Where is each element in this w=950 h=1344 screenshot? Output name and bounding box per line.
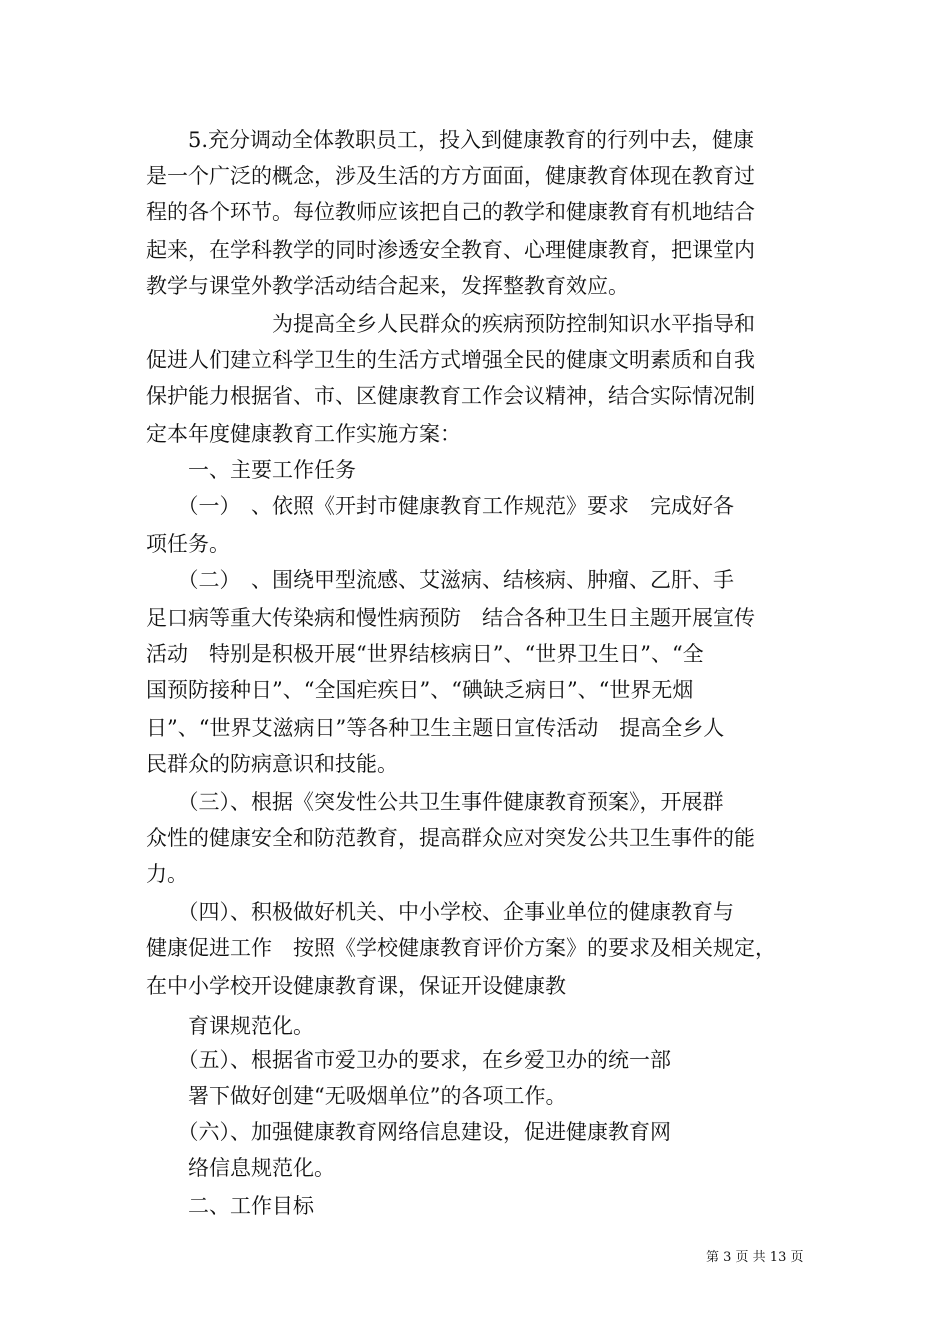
body-line: 保护能力根据省、市、区健康教育工作会议精神，结合实际情况制 <box>146 384 755 408</box>
body-line: 起来，在学科教学的同时渗透安全教育、心理健康教育，把课堂内 <box>146 238 755 262</box>
body-line: 5.充分调动全体教职员工，投入到健康教育的行列中去，健康 <box>146 128 755 152</box>
body-line: 教学与课堂外教学活动结合起来，发挥整教育效应。 <box>146 274 629 298</box>
body-line: 络信息规范化。 <box>146 1156 335 1180</box>
body-line: 育课规范化。 <box>146 1014 314 1038</box>
body-line: 程的各个环节。每位教师应该把自己的教学和健康教育有机地结合 <box>146 200 755 224</box>
body-line: 为提高全乡人民群众的疾病预防控制知识水平指导和 <box>146 312 755 336</box>
body-line: （四）、积极做好机关、中小学校、企事业单位的健康教育与 <box>146 900 734 924</box>
body-line: 活动 特别是积极开展“世界结核病日”、“世界卫生日”、“全 <box>146 642 704 666</box>
body-line: （一） 、依照《开封市健康教育工作规范》要求 完成好各 <box>146 494 734 518</box>
body-line: 健康促进工作 按照《学校健康教育评价方案》的要求及相关规定， <box>146 936 776 960</box>
body-line: 促进人们建立科学卫生的生活方式增强全民的健康文明素质和自我 <box>146 348 755 372</box>
section-heading: 一、主要工作任务 <box>146 458 356 482</box>
body-line: 项任务。 <box>146 532 230 556</box>
body-line: 力。 <box>146 862 188 886</box>
body-line: 日”、“世界艾滋病日”等各种卫生主题日宣传活动 提高全乡人 <box>146 716 725 740</box>
body-line: （五）、根据省市爱卫办的要求，在乡爱卫办的统一部 <box>146 1048 671 1072</box>
body-line: 足口病等重大传染病和慢性病预防 结合各种卫生日主题开展宣传 <box>146 606 755 630</box>
body-line: 国预防接种日”、“全国疟疾日”、“碘缺乏病日”、“世界无烟 <box>146 678 694 702</box>
body-line: 定本年度健康教育工作实施方案： <box>146 422 461 446</box>
body-line: （六）、加强健康教育网络信息建设，促进健康教育网 <box>146 1120 671 1144</box>
body-line: 是一个广泛的概念，涉及生活的方方面面，健康教育体现在教育过 <box>146 164 755 188</box>
body-line: 民群众的防病意识和技能。 <box>146 752 398 776</box>
section-heading: 二、工作目标 <box>146 1194 314 1218</box>
body-line: （二） 、围绕甲型流感、艾滋病、结核病、肿瘤、乙肝、手 <box>146 568 734 592</box>
body-line: 众性的健康安全和防范教育，提高群众应对突发公共卫生事件的能 <box>146 826 755 850</box>
page-number: 第 3 页 共 13 页 <box>706 1250 804 1265</box>
body-line: 在中小学校开设健康教育课，保证开设健康教 <box>146 974 566 998</box>
body-line: （三）、根据《突发性公共卫生事件健康教育预案》，开展群 <box>146 790 724 814</box>
body-line: 署下做好创建“无吸烟单位”的各项工作。 <box>146 1084 567 1108</box>
